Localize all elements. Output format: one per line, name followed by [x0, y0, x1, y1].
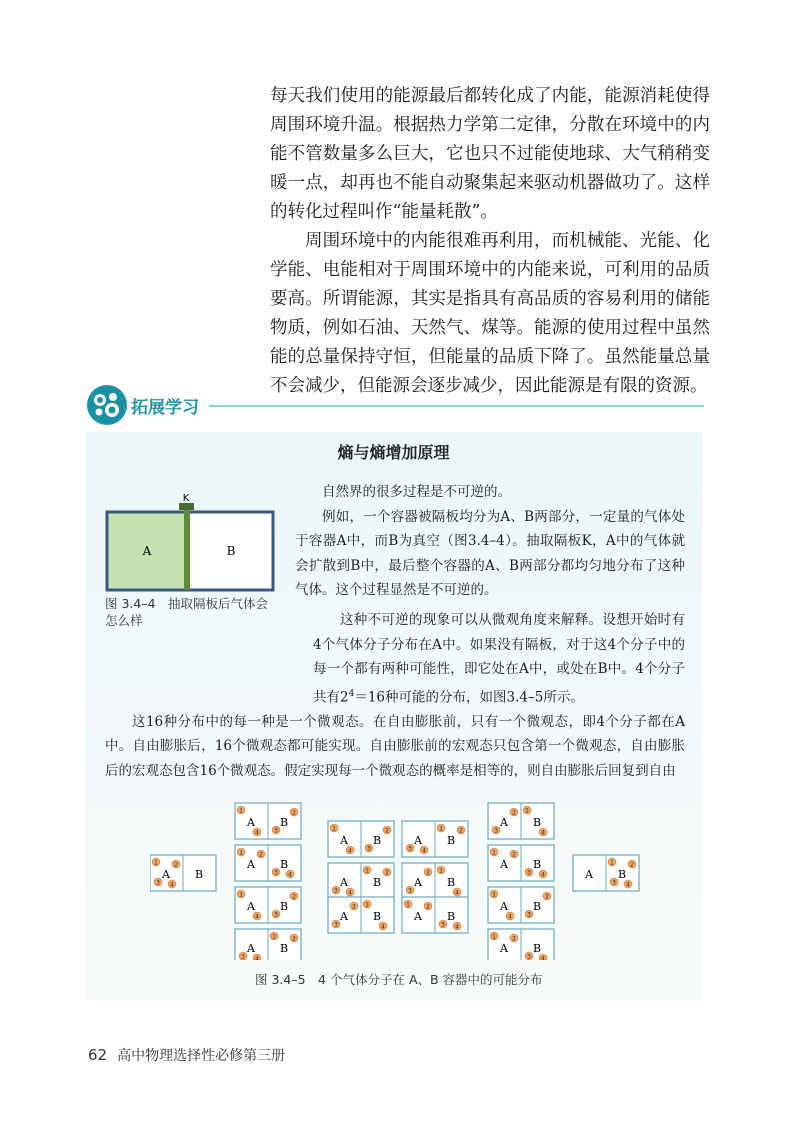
microstate-label-b: B [372, 834, 382, 847]
molecule-number: 1 [365, 867, 369, 875]
molecule-number: 3 [274, 869, 278, 877]
main-text [270, 82, 710, 401]
molecule-number: 4 [541, 829, 545, 837]
microstate-box [402, 863, 468, 899]
molecule-number: 1 [239, 807, 243, 815]
microstate-label-b: B [372, 876, 382, 889]
fig2-caption: 图 3.4–5 4 个气体分子在 A、B 容器中的可能分布 [255, 972, 543, 987]
molecule-number: 2 [426, 869, 430, 877]
microstate-label-b: B [194, 868, 204, 881]
molecule-number: 3 [274, 911, 278, 919]
microstate-box [328, 863, 394, 899]
microstate-label-b: B [532, 942, 542, 955]
molecule-number: 3 [612, 879, 616, 887]
page-number: 62 [88, 1046, 108, 1064]
molecule-number: 2 [512, 851, 516, 859]
fig1-label-b: B [226, 544, 236, 558]
molecule-number: 2 [292, 809, 296, 817]
microstate-label-b: B [279, 942, 289, 955]
molecule-number: 4 [170, 881, 174, 889]
molecule-number: 4 [541, 955, 545, 960]
microstate-label-a: A [340, 910, 348, 923]
molecule-number: 4 [255, 955, 259, 960]
molecule-number: 3 [241, 953, 245, 960]
microstate-label-a: A [585, 868, 593, 881]
molecule-number: 2 [385, 827, 389, 835]
microstate-box [235, 845, 301, 881]
microstate-box [235, 929, 301, 960]
fig1-label-k: K [182, 494, 190, 504]
molecule-number: 3 [527, 911, 531, 919]
microstate-box [235, 887, 301, 923]
ext-paragraph-3-after: ＝16种可能的分布，如图3.4–5所示。 [354, 689, 584, 705]
molecule-number: 1 [332, 825, 336, 833]
molecule-number: 4 [508, 913, 512, 921]
microstate-box [573, 855, 639, 891]
molecule-number: 1 [610, 859, 614, 867]
fig1-caption: 图 3.4–4 抽取隔板后气体会怎么样 [105, 596, 269, 628]
molecule-number: 3 [494, 827, 498, 835]
microstate-label-a: A [500, 900, 508, 913]
molecule-number: 4 [255, 913, 259, 921]
molecule-number: 1 [492, 849, 496, 857]
molecule-number: 2 [385, 869, 389, 877]
microstate-label-b: B [532, 900, 542, 913]
microstate-label-b: B [279, 816, 289, 829]
microstate-label-a: A [500, 858, 508, 871]
molecule-number: 3 [334, 921, 338, 929]
molecule-number: 2 [352, 903, 356, 911]
molecule-number: 3 [441, 921, 445, 929]
microstate-label-a: A [414, 834, 422, 847]
molecule-number: 1 [406, 901, 410, 909]
microstate-box [402, 897, 468, 933]
microstate-box [150, 855, 216, 891]
ext-paragraph-2: 例如，一个容器被隔板均分为A、B两部分，一定量的气体处于容器A中，而B为真空（图3.4–4）。抽取隔板K，A中的气体就会扩散到B中，最后整个容器的A、B两部分都均匀地分布了这种气体。这个过程显然是不可逆的。 [295, 508, 685, 598]
molecule-number: 1 [492, 933, 496, 941]
molecule-number: 3 [527, 869, 531, 877]
microstate-label-a: A [414, 876, 422, 889]
molecule-number: 2 [259, 851, 263, 859]
molecules-icon [85, 383, 129, 427]
section-label: 拓展学习 [131, 398, 199, 418]
microstate-box [488, 803, 554, 839]
ext-paragraph-3-sup: 4 [348, 688, 355, 699]
microstate-label-a: A [340, 876, 348, 889]
microstate-label-a: A [340, 834, 348, 847]
molecule-number: 4 [255, 829, 259, 837]
molecule-number: 4 [348, 889, 352, 897]
fig1-label-a: A [142, 544, 152, 558]
molecule-number: 2 [459, 827, 463, 835]
microstate-diagram [150, 785, 640, 960]
molecule-number: 1 [272, 933, 276, 941]
molecule-number: 2 [545, 893, 549, 901]
microstate-label-b: B [446, 834, 456, 847]
extension-text-full [105, 608, 685, 783]
microstate-label-a: A [500, 942, 508, 955]
molecule-number: 2 [174, 861, 178, 869]
molecule-number: 2 [292, 893, 296, 901]
microstate-box [488, 887, 554, 923]
molecule-number: 1 [239, 849, 243, 857]
ext-paragraph-3-before: 这种不可逆的现象可以从微观角度来解释。设想开始时有4个气体分子分布在A中。如果没有隔板，对于这4个分子中的每一个都有两种可能性，即它处在A中，或处在B中。4个分子共有2 [313, 612, 685, 705]
extension-text-right [295, 480, 685, 603]
microstate-label-b: B [617, 868, 627, 881]
section-divider [209, 405, 704, 407]
molecule-number: 4 [422, 847, 426, 855]
microstate-label-b: B [279, 858, 289, 871]
microstate-label-a: A [247, 942, 255, 955]
microstate-label-b: B [446, 910, 456, 923]
ext-paragraph-4: 这16种分布中的每一种是一个微观态。在自由膨胀前，只有一个微观态，即4个分子都在A中。自由膨胀后，16个微观态都可能实现。自由膨胀前的宏观态只包含第一个微观态，自由膨胀后的宏观态包含16个微观态。假定实现每一个微观态的概率是相等的，则自由膨胀后回复到自由 [105, 713, 685, 779]
microstate-label-a: A [500, 816, 508, 829]
molecule-number: 2 [512, 809, 516, 817]
extension-title: 熵与熵增加原理 [337, 443, 450, 462]
ext-paragraph-1: 自然界的很多过程是不可逆的。 [322, 484, 511, 500]
molecule-number: 3 [334, 887, 338, 895]
microstate-label-a: A [247, 816, 255, 829]
molecule-number: 2 [292, 935, 296, 943]
book-title: 高中物理选择性必修第三册 [117, 1048, 286, 1064]
molecule-number: 3 [156, 879, 160, 887]
microstate-box [328, 821, 394, 857]
ext-paragraph-3 [105, 608, 685, 710]
microstate-label-b: B [279, 900, 289, 913]
molecule-number: 3 [367, 845, 371, 853]
molecule-number: 1 [365, 901, 369, 909]
page-footer [88, 1045, 285, 1065]
microstate-label-a: A [247, 858, 255, 871]
microstate-label-b: B [372, 910, 382, 923]
microstate-label-b: B [532, 858, 542, 871]
molecule-number: 1 [492, 891, 496, 899]
molecule-number: 3 [408, 887, 412, 895]
molecule-number: 4 [626, 881, 630, 889]
molecule-number: 3 [527, 953, 531, 960]
microstate-label-a: A [414, 910, 422, 923]
molecule-number: 4 [455, 889, 459, 897]
microstate-box [488, 929, 554, 960]
molecule-number: 3 [274, 827, 278, 835]
container-diagram [105, 494, 275, 594]
microstate-label-a: A [247, 900, 255, 913]
molecule-number: 4 [541, 871, 545, 879]
microstate-box [328, 897, 394, 933]
molecule-number: 2 [426, 903, 430, 911]
molecule-number: 4 [381, 923, 385, 931]
main-paragraph-1: 每天我们使用的能源最后都转化成了内能，能源消耗使得周围环境升温。根据热力学第二定律，分散在环境中的内能不管数量多么巨大，它也只不过能使地球、大气稍稍变暖一点，却再也不能自动聚集起来驱动机器做功了。这样的转化过程叫作“能量耗散”。 [270, 86, 710, 222]
molecule-number: 1 [439, 825, 443, 833]
molecule-number: 4 [288, 871, 292, 879]
microstate-label-a: A [162, 868, 170, 881]
molecule-number: 4 [348, 847, 352, 855]
microstate-box [235, 803, 301, 839]
microstate-box [488, 845, 554, 881]
microstate-box [402, 821, 468, 857]
molecule-number: 3 [408, 845, 412, 853]
molecule-number: 1 [239, 891, 243, 899]
microstate-label-b: B [446, 876, 456, 889]
main-paragraph-2: 周围环境中的内能很难再利用，而机械能、光能、化学能、电能相对于周围环境中的内能来说，可利用的品质要高。所谓能源，其实是指具有高品质的容易利用的储能物质，例如石油、天然气、煤等。能源的使用过程中虽然能的总量保持守恒，但能量的品质下降了。虽然能量总量不会减少，但能源会逐步减少，因此能源是有限的资源。 [270, 231, 710, 396]
microstate-label-b: B [532, 816, 542, 829]
molecule-number: 1 [525, 807, 529, 815]
molecule-number: 1 [439, 867, 443, 875]
section-header [85, 383, 705, 427]
molecule-number: 2 [512, 935, 516, 943]
molecule-number: 1 [154, 859, 158, 867]
molecule-number: 4 [455, 923, 459, 931]
molecule-number: 2 [630, 861, 634, 869]
